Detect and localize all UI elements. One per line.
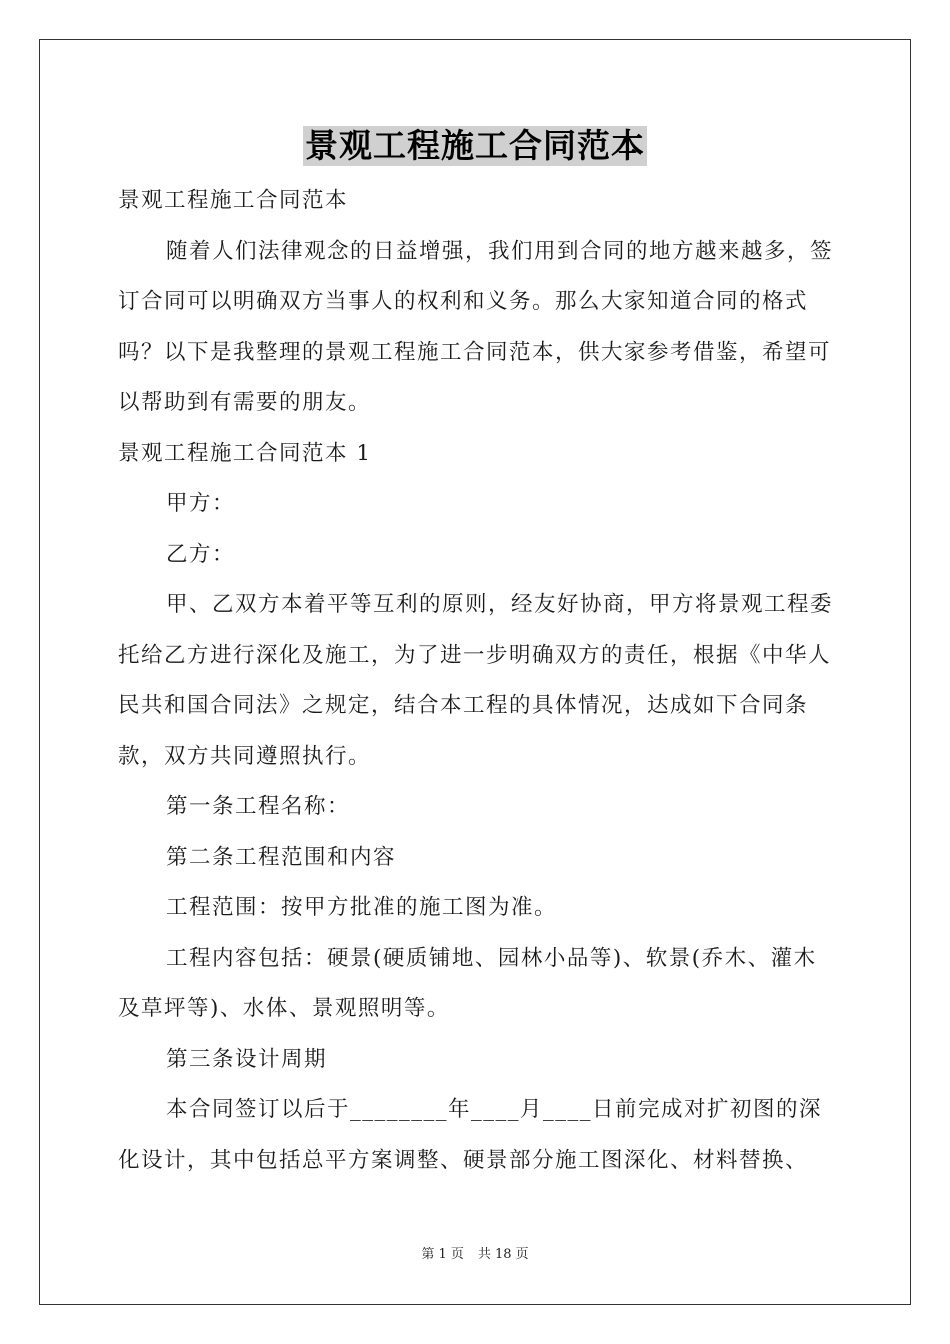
page-number: 第 1 页 — [421, 1247, 464, 1262]
paragraph-design-period: 本合同签订以后于________年____月____日前完成对扩初图的深化设计，其中包括总平方案调整、硬景部分施工图深化、材料替换、 — [118, 1097, 823, 1173]
document-title: 景观工程施工合同范本 — [305, 126, 645, 165]
paragraph-content: 工程内容包括：硬景(硬质铺地、园林小品等)、软景(乔木、灌木及草坪等)、水体、景观照明等。 — [118, 945, 817, 1021]
paragraph-scope: 工程范围：按甲方批准的施工图为准。 — [166, 895, 558, 920]
paragraph-article-3: 第三条设计周期 — [166, 1046, 328, 1072]
paragraph-party-a: 甲方： — [166, 491, 236, 516]
paragraph-preamble: 甲、乙双方本着平等互利的原则，经友好协商，甲方将景观工程委托给乙方进行深化及施工，为了进一步明确双方的责任，根据《中华人民共和国合同法》之规定，结合本工程的具体情况，达成如下合同条款，双方共同遵照执行。 — [118, 592, 834, 769]
page-footer — [0, 1246, 950, 1264]
paragraph-subtitle: 景观工程施工合同范本 — [118, 188, 349, 213]
title-area — [0, 126, 950, 166]
paragraph-intro: 随着人们法律观念的日益增强，我们用到合同的地方越来越多，签订合同可以明确双方当事人的权利和义务。那么大家知道合同的格式吗？以下是我整理的景观工程施工合同范本，供大家参考借鉴，希望可以帮助到有需要的朋友。 — [118, 238, 834, 415]
paragraph-section-heading: 景观工程施工合同范本 1 — [118, 440, 372, 466]
page-total: 共 18 页 — [477, 1247, 529, 1262]
document-body — [118, 176, 834, 1186]
paragraph-party-b: 乙方： — [166, 541, 236, 567]
paragraph-article-2: 第二条工程范围和内容 — [166, 844, 397, 870]
paragraph-article-1: 第一条工程名称： — [166, 794, 351, 819]
